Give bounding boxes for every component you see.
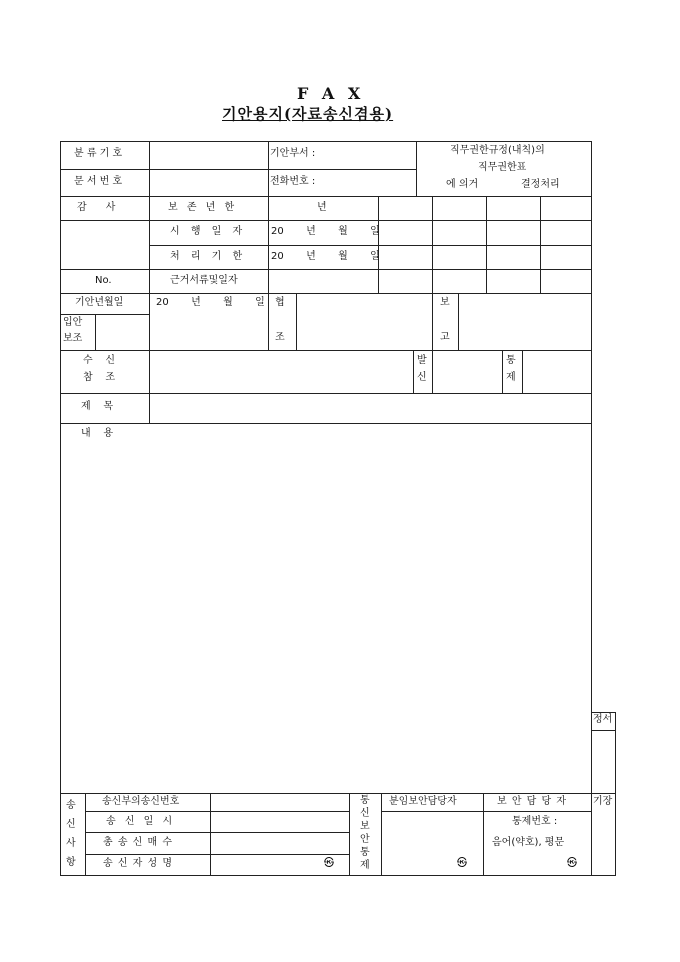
send-datetime-label: 송 신 일 시 <box>106 816 173 827</box>
send-label-2: 신 <box>417 372 427 383</box>
assist-label-2: 보조 <box>63 333 83 344</box>
authority-line-3a: 에 의거 <box>446 179 479 190</box>
ctrl-v-1: 통 <box>360 795 370 806</box>
deadline-value: 20 년 월 일 <box>271 251 380 262</box>
assist-label-1: 입안 <box>63 317 83 328</box>
ref-label: 참 조 <box>83 372 116 383</box>
authority-line-3b: 결정처리 <box>521 179 560 190</box>
control-label-1: 통 <box>506 355 516 366</box>
report-label-1: 보 <box>440 297 450 308</box>
record-label: 기장 <box>593 796 613 807</box>
basis-label: 근거서류및일자 <box>170 275 238 286</box>
recv-label: 수 신 <box>83 355 116 366</box>
draft-date-label: 기안년월일 <box>75 297 124 308</box>
send-items-v2: 신 <box>66 819 76 830</box>
doc-number-label: 문 서 번 호 <box>74 176 123 187</box>
audit-label: 감 사 <box>77 202 116 213</box>
coop-label-2: 조 <box>275 332 285 343</box>
ctrl-v-3: 보 <box>360 821 370 832</box>
form-subtitle: 기안용지(자료송신겸용) <box>222 105 394 123</box>
total-pages-label: 총 송 신 매 수 <box>103 837 173 848</box>
class-code-label: 분 류 기 호 <box>74 148 123 159</box>
security-officer-label: 분임보안담당자 <box>389 796 457 807</box>
deadline-label: 처 리 기 한 <box>170 251 243 262</box>
send-number-label: 송신부의송신번호 <box>102 796 180 807</box>
retention-label: 보 존 년 한 <box>168 202 235 213</box>
send-label-1: 발 <box>417 355 427 366</box>
officer-seal: ㉿ <box>457 858 467 869</box>
manager-seal: ㉿ <box>567 858 577 869</box>
ctrl-v-5: 통 <box>360 847 370 858</box>
send-items-v3: 사 <box>66 838 76 849</box>
exec-date-value: 20 년 월 일 <box>271 226 380 237</box>
retention-year: 년 <box>317 202 327 213</box>
sender-seal: ㉿ <box>324 858 334 869</box>
subject-label: 제 목 <box>81 401 114 412</box>
ctrl-v-2: 신 <box>360 808 370 819</box>
no-label: No. <box>95 275 112 286</box>
authority-line-2: 직무권한표 <box>478 162 527 173</box>
sender-name-label: 송 신 자 성 명 <box>103 858 173 869</box>
send-items-v1: 송 <box>66 800 76 811</box>
ctrl-v-4: 안 <box>360 834 370 845</box>
fax-title: F A X <box>297 84 365 103</box>
control-number-label: 통제번호 : <box>512 816 558 827</box>
send-items-v4: 항 <box>66 857 76 868</box>
coop-label-1: 협 <box>275 297 285 308</box>
cipher-label: 음어(약호), 평문 <box>492 837 565 848</box>
content-label: 내 용 <box>81 428 114 439</box>
phone-label: 전화번호 : <box>270 176 316 187</box>
draft-date-value: 20 년 월 일 <box>156 297 265 308</box>
dept-label: 기안부서 : <box>270 148 316 159</box>
report-label-2: 고 <box>440 332 450 343</box>
security-manager-label: 보 안 담 당 자 <box>497 796 567 807</box>
control-label-2: 제 <box>506 372 516 383</box>
copy-label: 정서 <box>593 714 613 725</box>
exec-date-label: 시 행 일 자 <box>170 226 243 237</box>
ctrl-v-6: 제 <box>360 860 370 871</box>
authority-line-1: 직무권한규정(내칙)의 <box>450 145 545 156</box>
